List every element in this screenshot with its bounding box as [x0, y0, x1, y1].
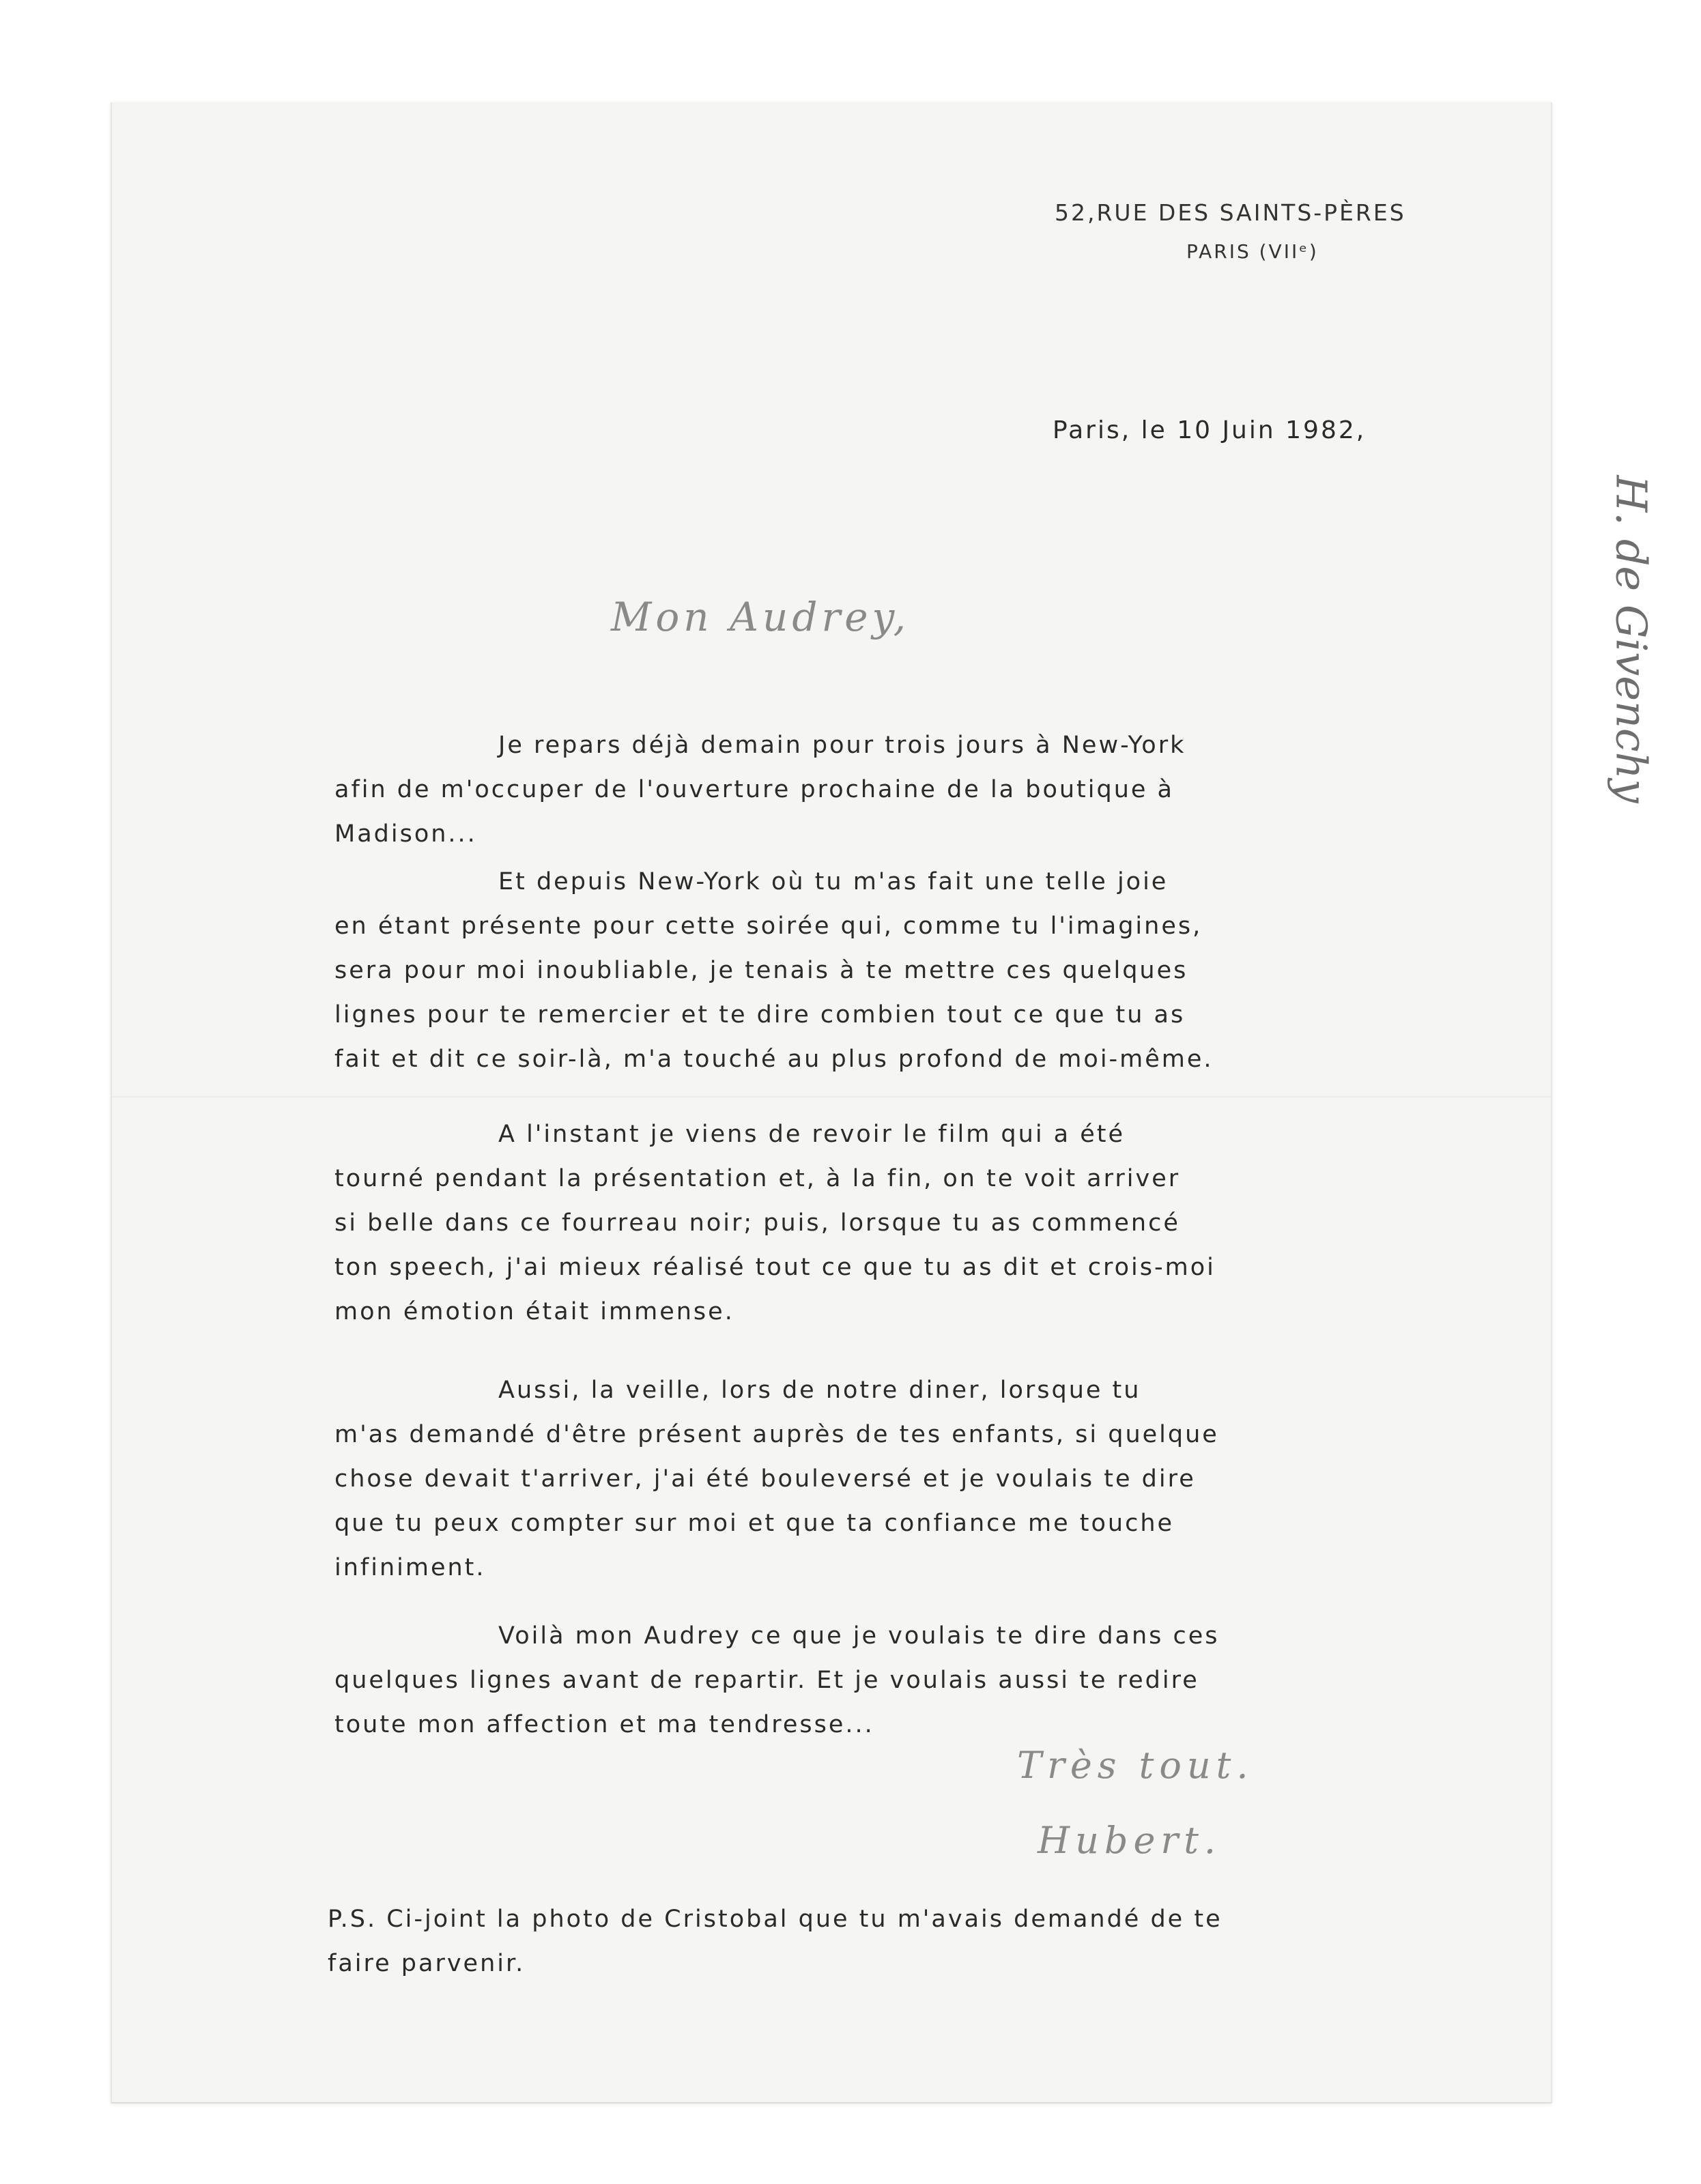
paragraph-line: chose devait t'arriver, j'ai été bouleversé et je voulais te dire: [334, 1465, 1196, 1493]
paragraph-5: [334, 1614, 1338, 1747]
signature-handwritten: Hubert.: [1038, 1819, 1222, 1862]
paragraph-line: afin de m'occuper de l'ouverture prochaine de la boutique à: [334, 776, 1175, 803]
margin-note-handwritten: H. de Givenchy: [1606, 475, 1657, 803]
paragraph-line: ton speech, j'ai mieux réalisé tout ce que tu as dit et crois-moi: [334, 1254, 1216, 1281]
paragraph-4: [334, 1368, 1338, 1590]
paragraph-line: que tu peux compter sur moi et que ta confiance me touche: [334, 1510, 1175, 1537]
paragraph-line: sera pour moi inoubliable, je tenais à te mettre ces quelques: [334, 957, 1188, 984]
paragraph-line: Aussi, la veille, lors de notre diner, lorsque tu: [498, 1377, 1141, 1404]
paragraph-3: [334, 1112, 1338, 1334]
paragraph-2: [334, 860, 1338, 1082]
paragraph-line: toute mon affection et ma tendresse...: [334, 1711, 874, 1738]
paragraph-line: fait et dit ce soir-là, m'a touché au plus profond de moi-même.: [334, 1046, 1214, 1073]
letterhead-address-line1: 52,RUE DES SAINTS-PÈRES: [1055, 199, 1406, 226]
fold-line: [112, 1096, 1551, 1097]
paragraph-line: lignes pour te remercier et te dire combien tout ce que tu as: [334, 1001, 1186, 1029]
salutation-handwritten: Mon Audrey,: [611, 594, 911, 640]
paragraph-line: A l'instant je viens de revoir le film qui a été: [498, 1121, 1126, 1148]
paragraph-line: tourné pendant la présentation et, à la fin, on te voit arriver: [334, 1165, 1181, 1192]
letterhead-address-line2: PARIS (VIIᵉ): [1186, 240, 1319, 263]
paragraph-line: infiniment.: [334, 1554, 486, 1581]
letter-sheet: [111, 102, 1552, 2103]
paragraph-line: Voilà mon Audrey ce que je voulais te dire dans ces: [498, 1622, 1220, 1650]
paragraph-1: [334, 723, 1338, 857]
paragraph-line: en étant présente pour cette soirée qui, comme tu l'imagines,: [334, 913, 1203, 940]
paragraph-line: m'as demandé d'être présent auprès de tes enfants, si quelque: [334, 1421, 1219, 1448]
postscript: [328, 1897, 1488, 1986]
paragraph-line: quelques lignes avant de repartir. Et je voulais aussi te redire: [334, 1667, 1199, 1694]
paragraph-line: Madison...: [334, 820, 477, 848]
paragraph-line: mon émotion était immense.: [334, 1298, 734, 1325]
paragraph-line: si belle dans ce fourreau noir; puis, lorsque tu as commencé: [334, 1209, 1180, 1237]
closing-handwritten: Très tout.: [1017, 1744, 1254, 1787]
date-line: Paris, le 10 Juin 1982,: [1053, 416, 1367, 444]
postscript-line: P.S. Ci-joint la photo de Cristobal que tu m'avais demandé de te: [328, 1906, 1223, 1933]
paragraph-line: Et depuis New-York où tu m'as fait une telle joie: [498, 868, 1169, 895]
paragraph-line: Je repars déjà demain pour trois jours à New-York: [498, 732, 1186, 759]
postscript-line: faire parvenir.: [328, 1950, 526, 1977]
